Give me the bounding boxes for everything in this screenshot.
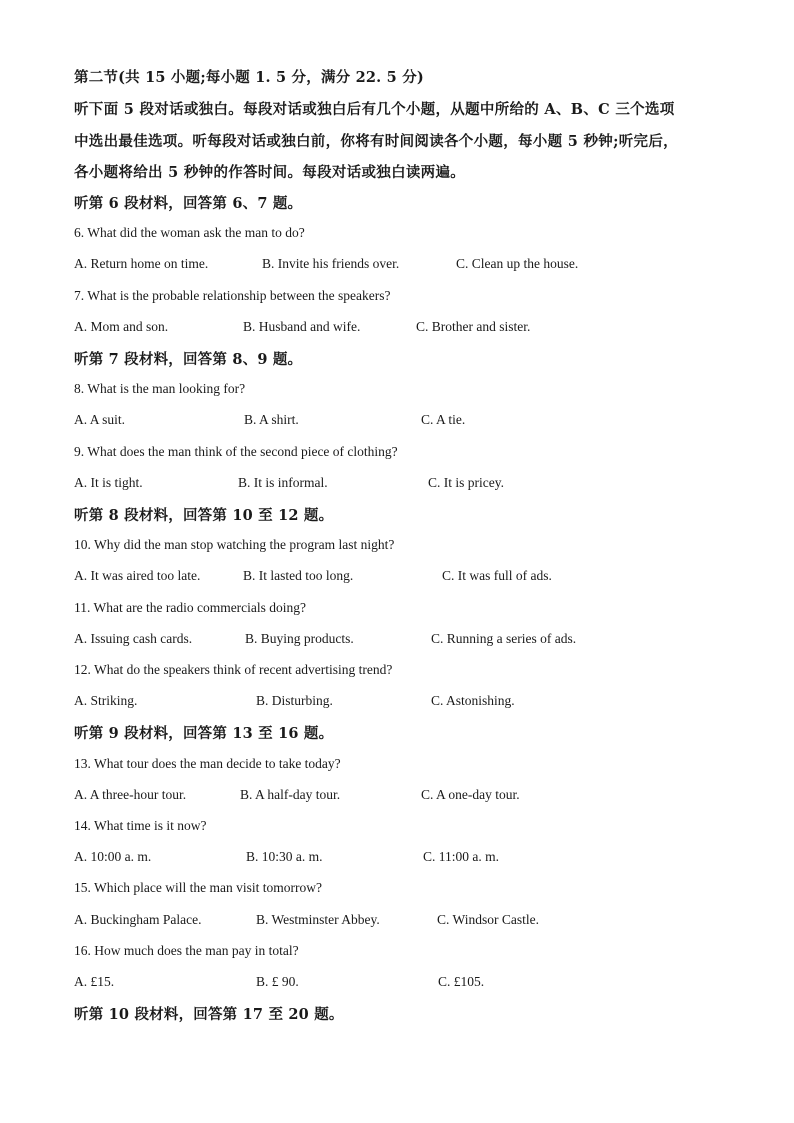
option-b: B. Westminster Abbey. bbox=[256, 912, 380, 927]
question-text: 14. What time is it now? bbox=[74, 818, 207, 833]
option-a: A. Buckingham Palace. bbox=[74, 912, 202, 927]
group-heading: 听第 8 段材料，回答第 10 至 12 题。 bbox=[74, 507, 334, 524]
option-b: B. Disturbing. bbox=[256, 693, 333, 708]
question-text: 12. What do the speakers think of recent advertising trend? bbox=[74, 662, 393, 677]
option-b: B. £ 90. bbox=[256, 974, 299, 989]
option-b: B. It lasted too long. bbox=[243, 568, 354, 583]
option-a: A. £15. bbox=[74, 974, 115, 989]
option-a: A. It is tight. bbox=[74, 475, 143, 490]
option-c: C. A one-day tour. bbox=[421, 787, 520, 802]
option-a: A. A suit. bbox=[74, 412, 126, 427]
group-heading: 听第 10 段材料，回答第 17 至 20 题。 bbox=[74, 1006, 344, 1023]
question-text: 16. How much does the man pay in total? bbox=[74, 943, 299, 958]
question-text: 11. What are the radio commercials doing? bbox=[74, 600, 307, 615]
option-c: C. Brother and sister. bbox=[416, 319, 531, 334]
option-c: C. It was full of ads. bbox=[442, 568, 552, 583]
group-heading: 听第 9 段材料，回答第 13 至 16 题。 bbox=[74, 725, 334, 742]
option-a: A. 10:00 a. m. bbox=[74, 849, 152, 864]
question-text: 8. What is the man looking for? bbox=[74, 381, 246, 396]
group-heading: 听第 6 段材料，回答第 6、7 题。 bbox=[74, 195, 303, 212]
option-c: C. Astonishing. bbox=[431, 693, 515, 708]
option-a: A. Return home on time. bbox=[74, 256, 209, 271]
option-a: A. Striking. bbox=[74, 693, 138, 708]
option-b: B. Husband and wife. bbox=[243, 319, 361, 334]
question-text: 13. What tour does the man decide to take today? bbox=[74, 756, 341, 771]
group-heading: 听第 7 段材料，回答第 8、9 题。 bbox=[74, 351, 303, 368]
option-a: A. It was aired too late. bbox=[74, 568, 201, 583]
option-c: C. Clean up the house. bbox=[456, 256, 579, 271]
question-text: 15. Which place will the man visit tomorrow? bbox=[74, 880, 322, 895]
option-c: C. Running a series of ads. bbox=[431, 631, 577, 646]
option-b: B. A half-day tour. bbox=[240, 787, 341, 802]
option-a: A. A three-hour tour. bbox=[74, 787, 187, 802]
option-c: C. £105. bbox=[438, 974, 485, 989]
question-text: 10. Why did the man stop watching the program last night? bbox=[74, 537, 395, 552]
option-b: B. It is informal. bbox=[238, 475, 328, 490]
option-b: B. 10:30 a. m. bbox=[246, 849, 323, 864]
option-a: A. Mom and son. bbox=[74, 319, 169, 334]
instruction-line: 中选出最佳选项。听每段对话或独白前，你将有时间阅读各个小题，每小题 5 秒钟;听完后， bbox=[74, 133, 678, 150]
question-text: 7. What is the probable relationship between the speakers? bbox=[74, 288, 391, 303]
question-text: 6. What did the woman ask the man to do? bbox=[74, 225, 305, 240]
option-c: C. 11:00 a. m. bbox=[423, 849, 499, 864]
option-c: C. A tie. bbox=[421, 412, 466, 427]
option-c: C. Windsor Castle. bbox=[437, 912, 539, 927]
section-title: 第二节(共 15 小题;每小题 1. 5 分，满分 22. 5 分) bbox=[74, 69, 424, 86]
option-b: B. Invite his friends over. bbox=[262, 256, 400, 271]
instruction-line: 各小题将给出 5 秒钟的作答时间。每段对话或独白读两遍。 bbox=[74, 164, 466, 181]
question-text: 9. What does the man think of the second piece of clothing? bbox=[74, 444, 398, 459]
option-b: B. A shirt. bbox=[244, 412, 299, 427]
option-b: B. Buying products. bbox=[245, 631, 354, 646]
option-c: C. It is pricey. bbox=[428, 475, 504, 490]
option-a: A. Issuing cash cards. bbox=[74, 631, 193, 646]
instruction-line: 听下面 5 段对话或独白。每段对话或独白后有几个小题，从题中所给的 A、B、C 三个选项 bbox=[74, 101, 675, 118]
